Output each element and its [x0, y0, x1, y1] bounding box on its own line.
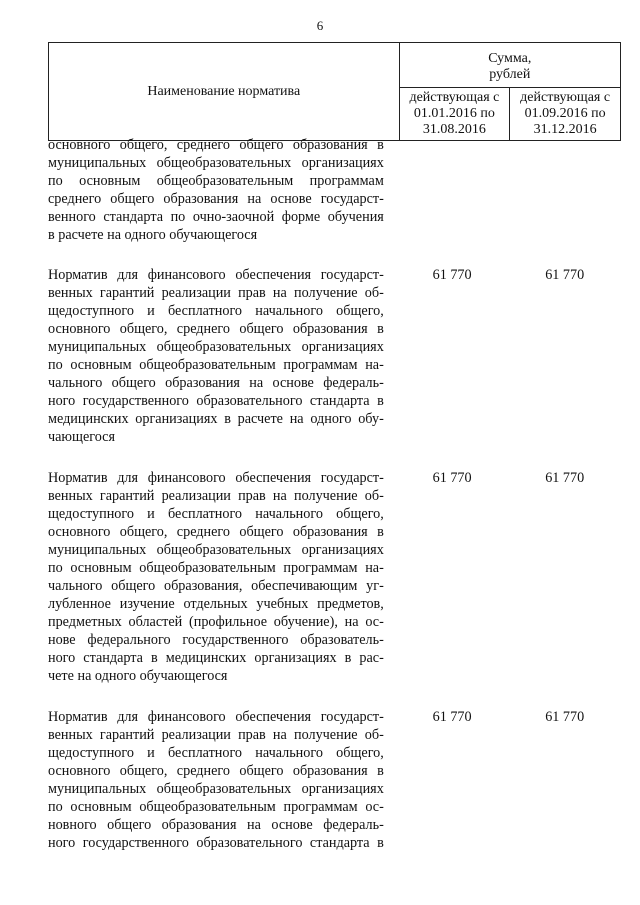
page-number: 6: [316, 18, 324, 33]
row-norm-text: [48, 469, 384, 685]
text-line: нове федерального государственного образователь-: [48, 632, 384, 648]
text-line: ного государственного образовательного стандарта в: [48, 393, 384, 409]
table-row: [48, 708, 621, 852]
text-line: щедоступного и бесплатного начального общего,: [48, 506, 384, 522]
header-period-2-line1: действующая с: [520, 90, 611, 105]
row-value-period-1: 61 770: [432, 267, 472, 283]
text-line: новного общего образования на основе федераль-: [48, 817, 384, 833]
text-line: чающегося: [48, 429, 115, 445]
row-norm-text: [48, 266, 384, 446]
row-value-period-2: [508, 136, 621, 244]
text-line: по основным общеобразовательным программам на-: [48, 560, 384, 576]
row-value-period-2: 61 770: [545, 709, 585, 725]
table-body: [48, 136, 621, 852]
text-line: медицинских организациях в расчете на одного обу-: [48, 411, 384, 427]
row-value-period-1: [384, 136, 509, 244]
text-line: среднего общего образования на основе государст-: [48, 191, 384, 207]
text-line: лубленное изучение отдельных учебных предметов,: [48, 596, 384, 612]
table-row: [48, 136, 621, 244]
header-sum-line2: рублей: [489, 67, 531, 82]
header-period-2-line2: 01.09.2016 по: [524, 106, 606, 121]
text-line: по основным общеобразовательным программам: [48, 173, 384, 189]
text-line: щедоступного и бесплатного начального общего,: [48, 745, 384, 761]
text-line: в расчете на одного обучающегося: [48, 227, 258, 243]
row-norm-text: [48, 708, 384, 852]
text-line: венных гарантий реализации прав на получение об-: [48, 488, 384, 504]
text-line: муниципальных общеобразовательных организациях: [48, 542, 384, 558]
text-line: чального общего образования, обеспечивающим уг-: [48, 578, 384, 594]
text-line: по основным общеобразовательным программам ос-: [48, 799, 384, 815]
header-name-column: Наименование норматива: [49, 43, 400, 141]
table-row: [48, 469, 621, 685]
text-line: венных гарантий реализации прав на получение об-: [48, 727, 384, 743]
row-value-period-2: 61 770: [545, 470, 585, 486]
header-period-1-line2: 01.01.2016 по: [413, 106, 495, 121]
text-line: основного общего, среднего общего образования в: [48, 321, 384, 337]
text-line: Норматив для финансового обеспечения государст-: [48, 709, 384, 725]
header-period-2-line3: 31.12.2016: [533, 122, 597, 137]
text-line: ного государственного образовательного стандарта в: [48, 835, 384, 851]
header-period-2: [510, 88, 621, 141]
header-period-1: [399, 88, 510, 141]
text-line: муниципальных общеобразовательных организациях: [48, 781, 384, 797]
text-line: основного общего, среднего общего образования в: [48, 137, 384, 153]
text-line: Норматив для финансового обеспечения государст-: [48, 267, 384, 283]
text-line: муниципальных общеобразовательных организациях: [48, 155, 384, 171]
text-line: основного общего, среднего общего образования в: [48, 763, 384, 779]
text-line: щедоступного и бесплатного начального общего,: [48, 303, 384, 319]
table-header: [48, 42, 621, 141]
header-sum-line1: Сумма,: [488, 51, 532, 66]
header-period-1-line1: действующая с: [409, 90, 500, 105]
text-line: чете на одного обучающегося: [48, 668, 228, 684]
text-line: основного общего, среднего общего образования в: [48, 524, 384, 540]
text-line: ного стандарта в медицинских организациях в рас-: [48, 650, 384, 666]
text-line: по основным общеобразовательным программам на-: [48, 357, 384, 373]
row-norm-text: [48, 136, 384, 244]
header-sum-column: [399, 43, 620, 88]
row-value-period-2: 61 770: [545, 267, 585, 283]
text-line: венного стандарта по очно-заочной форме обучения: [48, 209, 384, 225]
header-period-1-line3: 31.08.2016: [422, 122, 486, 137]
text-line: венных гарантий реализации прав на получение об-: [48, 285, 384, 301]
text-line: муниципальных общеобразовательных организациях: [48, 339, 384, 355]
table-row: [48, 266, 621, 446]
row-value-period-1: 61 770: [432, 709, 472, 725]
row-value-period-1: 61 770: [432, 470, 472, 486]
text-line: предметных областей (профильное обучение), на ос-: [48, 614, 384, 630]
text-line: чального общего образования на основе федераль-: [48, 375, 384, 391]
text-line: Норматив для финансового обеспечения государст-: [48, 470, 384, 486]
